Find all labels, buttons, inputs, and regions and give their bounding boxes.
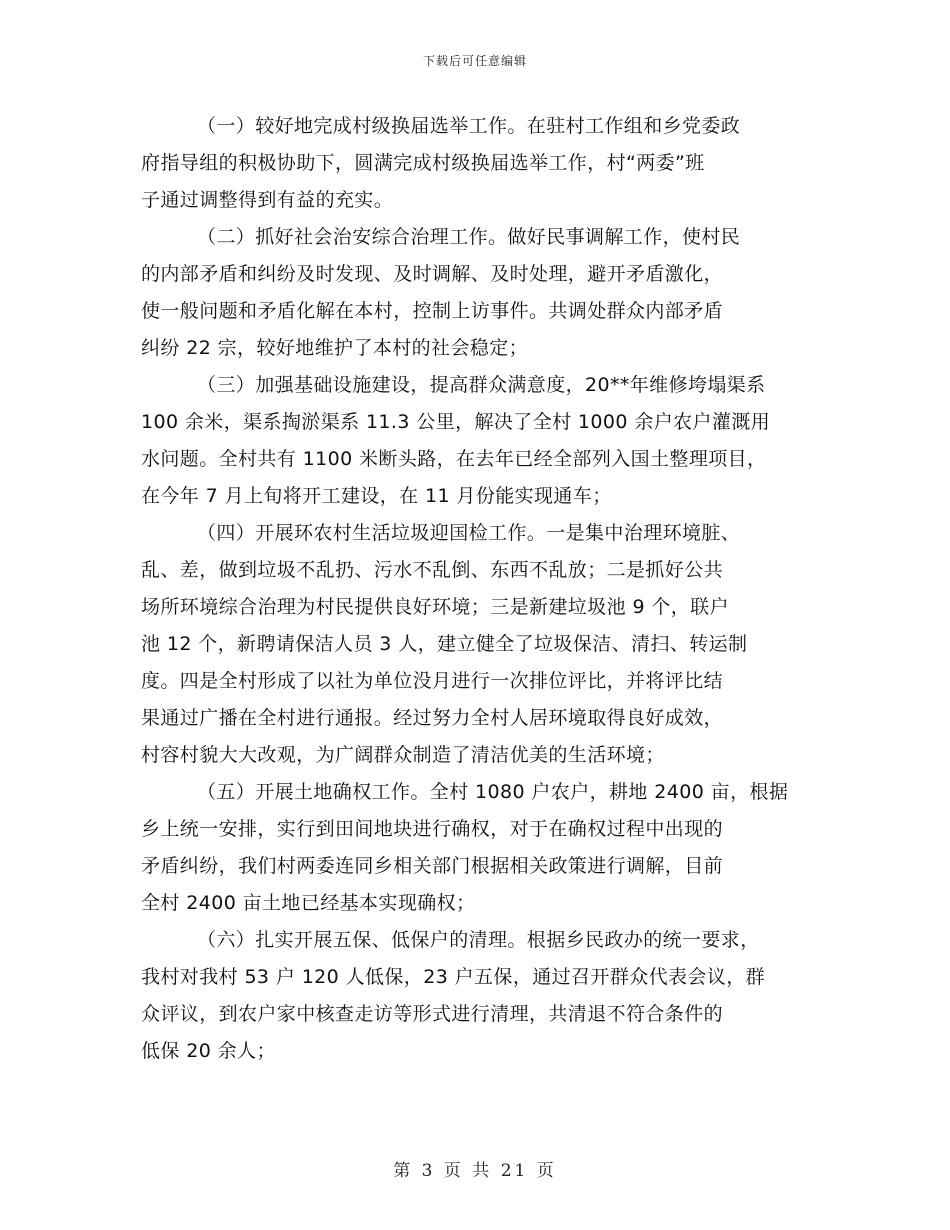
text-line: 乡上统一安排，实行到田间地块进行确权，对于在确权过程中出现的 <box>141 818 724 840</box>
page-header: 下载后可任意编辑 <box>422 54 527 68</box>
text-line: 矛盾纠纷，我们村两委连同乡相关部门根据相关政策进行调解，目前 <box>141 855 724 877</box>
text-line: 的内部矛盾和纠纷及时发现、及时调解、及时处理，避开矛盾激化， <box>141 263 724 285</box>
text-line: （五）开展土地确权工作。全村 1080 户农户，耕地 2400 亩，根据 <box>197 781 789 803</box>
text-line: 100 余米，渠系掏淤渠系 11.3 公里，解决了全村 1000 余户农户灌溉用 <box>141 411 771 433</box>
text-line: 使一般问题和矛盾化解在本村，控制上访事件。共调处群众内部矛盾 <box>141 300 724 322</box>
text-line: （四）开展环农村生活垃圾迎国检工作。一是集中治理环境脏、 <box>197 522 741 544</box>
text-line: （三）加强基础设施建设，提高群众满意度，20**年维修垮塌渠系 <box>197 374 766 396</box>
text-line: 场所环境综合治理为村民提供良好环境；三是新建垃圾池 9 个，联户 <box>141 596 729 618</box>
text-line: 村容村貌大大改观，为广阔群众制造了清洁优美的生活环境； <box>141 744 665 766</box>
text-line: 我村对我村 53 户 120 人低保，23 户五保，通过召开群众代表会议，群 <box>141 966 766 988</box>
document-body <box>141 108 813 1070</box>
text-line: 度。四是全村形成了以社为单位没月进行一次排位评比，并将评比结 <box>141 670 724 692</box>
text-line: 纠纷 22 宗，较好地维护了本村的社会稳定； <box>141 337 529 359</box>
text-line: 乱、差，做到垃圾不乱扔、污水不乱倒、东西不乱放；二是抓好公共 <box>141 559 724 581</box>
text-line: （一）较好地完成村级换届选举工作。在驻村工作组和乡党委政 <box>197 115 741 137</box>
text-line: 水问题。全村共有 1100 米断头路，在去年已经全部列入国土整理项目， <box>141 448 767 470</box>
text-line: 全村 2400 亩土地已经基本实现确权； <box>141 892 476 914</box>
text-line: 子通过调整得到有益的充实。 <box>141 189 394 211</box>
text-line: 在今年 7 月上旬将开工建设，在 11 月份能实现通车； <box>141 485 612 507</box>
text-line: 众评议，到农户家中核查走访等形式进行清理，共清退不符合条件的 <box>141 1003 724 1025</box>
text-line: 低保 20 余人； <box>141 1040 276 1062</box>
text-line: （二）抓好社会治安综合治理工作。做好民事调解工作，使村民 <box>197 226 741 248</box>
text-line: 池 12 个，新聘请保洁人员 3 人，建立健全了垃圾保洁、清扫、转运制 <box>141 633 748 655</box>
text-line: 果通过广播在全村进行通报。经过努力全村人居环境取得良好成效， <box>141 707 724 729</box>
text-line: 府指导组的积极协助下，圆满完成村级换届选举工作，村“两委”班 <box>141 152 705 174</box>
page-number-footer: 第 3 页 共 21 页 <box>393 1161 557 1181</box>
text-line: （六）扎实开展五保、低保户的清理。根据乡民政办的统一要求， <box>197 929 760 951</box>
